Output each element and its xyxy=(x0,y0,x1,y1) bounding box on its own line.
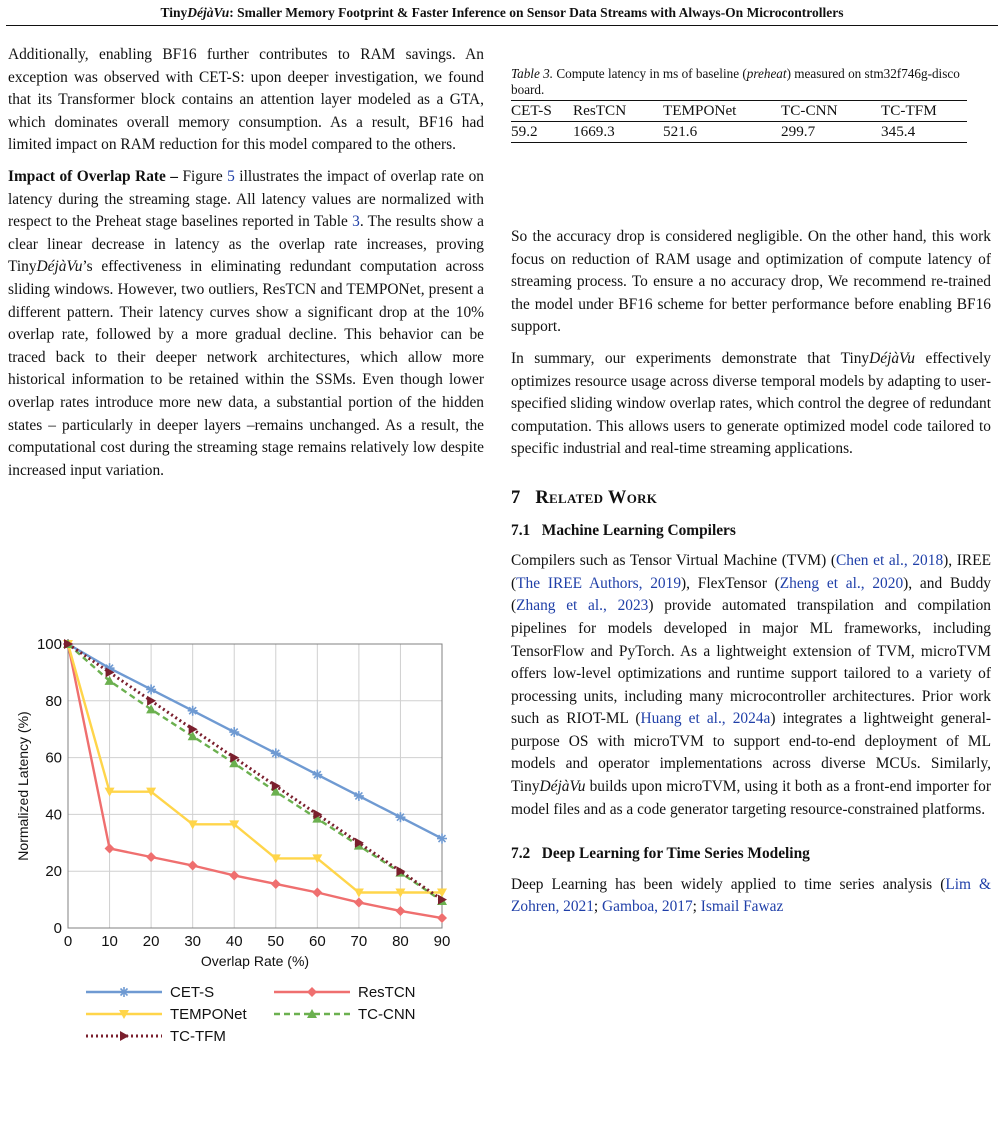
data-point-cet-s xyxy=(271,748,281,758)
y-axis-label: Normalized Latency (%) xyxy=(15,711,31,861)
x-tick-label: 40 xyxy=(225,933,243,950)
x-tick-label: 10 xyxy=(101,933,118,950)
data-point-cet-s xyxy=(229,727,239,737)
x-tick-label: 0 xyxy=(63,933,73,950)
table-cell: 1669.3 xyxy=(573,122,663,143)
header-rule xyxy=(6,25,998,26)
y-tick-label: 40 xyxy=(45,806,62,824)
table-link[interactable]: 3 xyxy=(352,213,360,231)
citation-link[interactable]: Ismail Fawaz xyxy=(700,898,784,916)
paragraph-compilers: Compilers such as Tensor Virtual Machine (TVM) (Chen et al., 2018), IREE (The IREE Authors, 2019), FlexTensor (Zheng et al., 2020), and Buddy (Zhang et al., 2023) provide automated transpilation and compilation pipelines for models developed in major ML frameworks, including TensorFlow and PyTorch. As a lightweight extension of TVM, microTVM offers low-level optimizations and runtime support tailored to a variety of processing units, including many microcontroller architectures. Prior work such as RIOT-ML (Huang et al., 2024a) integrates a lightweight general-purpose OS with microTVM to support end-to-end deployment of ML models and operator implementations across diverse MCUs. Similarly, TinyDéjàVu builds upon microTVM, using it both as a front-end importer for model files and as a code generator targeting resource-constrained platforms. xyxy=(511,552,991,818)
data-point-restcn xyxy=(354,897,364,907)
left-column xyxy=(8,44,484,491)
x-tick-label: 90 xyxy=(433,933,451,950)
legend-label: ResTCN xyxy=(358,984,416,1001)
latency-chart xyxy=(8,632,484,1088)
data-point-cet-s xyxy=(146,684,156,694)
table-3 xyxy=(511,66,991,143)
data-point-restcn xyxy=(229,870,239,880)
table-cell: 59.2 xyxy=(511,122,573,143)
legend-marker xyxy=(307,987,317,997)
table-header-cell: TC-CNN xyxy=(781,101,881,122)
x-tick-label: 20 xyxy=(142,933,160,950)
data-point-restcn xyxy=(271,879,281,889)
legend-marker xyxy=(119,987,129,997)
table-header-cell: ResTCN xyxy=(573,101,663,122)
y-tick-label: 100 xyxy=(36,636,62,653)
y-tick-label: 20 xyxy=(45,863,62,881)
data-point-restcn xyxy=(146,852,156,862)
table-cell: 345.4 xyxy=(881,122,967,143)
series-line-restcn xyxy=(68,644,442,918)
table-header-cell: CET-S xyxy=(511,101,573,122)
citation-link[interactable]: Lim & Zohren, 2021 xyxy=(511,875,991,916)
legend-label: TC-CNN xyxy=(358,1006,416,1023)
citation-link[interactable]: Huang et al., 2024a xyxy=(640,710,771,728)
data-point-restcn xyxy=(312,888,322,898)
table-cell: 521.6 xyxy=(663,122,781,143)
section-heading: 7 Related Work xyxy=(511,487,658,508)
data-point-restcn xyxy=(437,913,447,923)
x-tick-label: 80 xyxy=(392,933,409,950)
table-caption: Table 3. Compute latency in ms of baseline (preheat) measured on stm32f746g-disco board. xyxy=(511,66,960,97)
data-point-restcn xyxy=(395,906,405,916)
table-cell: 299.7 xyxy=(781,122,881,143)
y-tick-label: 0 xyxy=(53,920,62,937)
x-tick-label: 60 xyxy=(308,933,326,950)
series-line-cet-s xyxy=(68,644,442,839)
plot-frame xyxy=(68,644,442,928)
table-header-cell: TEMPONet xyxy=(663,101,781,122)
running-header xyxy=(0,0,1004,28)
series-line-temponet xyxy=(68,644,442,893)
y-tick-label: 80 xyxy=(45,692,62,710)
data-point-restcn xyxy=(188,861,198,871)
citation-link[interactable]: Zhang et al., 2023 xyxy=(516,597,649,615)
latency-table xyxy=(511,100,967,143)
figure-link[interactable]: 5 xyxy=(227,167,235,185)
data-point-cet-s xyxy=(395,812,405,822)
legend-label: TC-TFM xyxy=(170,1028,226,1045)
paragraph-bf16: Additionally, enabling BF16 further contributes to RAM savings. An exception was observed with CET-S: upon deeper investigation, we found that its Transformer block contains an attention layer modeled as a GTA, which dominates overall memory consumption. As a result, BF16 had limited impact on RAM reduction for this model compared to the others. xyxy=(8,46,484,154)
legend-label: TEMPONet xyxy=(170,1006,247,1023)
x-tick-label: 30 xyxy=(184,933,202,950)
data-point-restcn xyxy=(105,843,115,853)
subsection-heading: 7.1 Machine Learning Compilers xyxy=(511,521,736,539)
x-axis-label: Overlap Rate (%) xyxy=(200,953,310,969)
x-tick-label: 50 xyxy=(267,933,285,950)
table-header-row xyxy=(511,101,967,122)
header-title: TinyDéjàVu: Smaller Memory Footprint & Faster Inference on Sensor Data Streams with Always-On Microcontrollers xyxy=(160,5,844,20)
latency-chart-svg xyxy=(8,632,484,1088)
table-row xyxy=(511,122,967,143)
legend-marker xyxy=(120,1031,129,1041)
paragraph-lead: Impact of Overlap Rate – xyxy=(8,167,179,185)
citation-link[interactable]: The IREE Authors, 2019 xyxy=(516,574,682,592)
table-header-cell: TC-TFM xyxy=(881,101,967,122)
data-point-cet-s xyxy=(354,791,364,801)
citation-link[interactable]: Chen et al., 2018 xyxy=(835,552,944,570)
data-point-cet-s xyxy=(188,706,198,716)
legend-label: CET-S xyxy=(170,984,215,1001)
y-tick-label: 60 xyxy=(45,749,62,767)
citation-link[interactable]: Gamboa, 2017 xyxy=(602,898,693,916)
data-point-cet-s xyxy=(437,834,447,844)
right-column xyxy=(511,226,991,928)
paragraph-overlap-rate: Impact of Overlap Rate – Figure 5 illustrates the impact of overlap rate on latency during the streaming stage. All latency values are normalized with respect to the Preheat stage baselines reported in Table 3. The results show a clear linear decrease in latency as the overlap rate increases, proving TinyDéjàVu’s effectiveness in eliminating redundant computation across sliding windows. However, two outliers, ResTCN and TEMPONet, present a different pattern. Their latency curves show a significant drop at the 10% overlap rate, followed by a more gradual decline. This behavior can be traced back to their deeper network architectures, which allow more historical information to be retained within the SSMs. Even though lower overlap rates introduce more new data, a substantial portion of the hidden states – particularly in deeper layers –remains unchanged. As a result, the computational cost during the streaming stage remains relatively low despite increased input variation. xyxy=(8,167,484,479)
series-line-tc-tfm xyxy=(68,644,442,900)
x-tick-label: 70 xyxy=(350,933,368,950)
citation-link[interactable]: Zheng et al., 2020 xyxy=(779,574,904,592)
paragraph-accuracy: So the accuracy drop is considered negligible. On the other hand, this work focus on reduction of RAM usage and optimization of compute latency of streaming process. To ensure a no accuracy drop, We recommend re-trained the model under BF16 scheme for better performance before enabling BF16 support. xyxy=(511,228,991,336)
data-point-cet-s xyxy=(312,770,322,780)
paragraph-summary: In summary, our experiments demonstrate that TinyDéjàVu effectively optimizes resource usage across diverse temporal models by adapting to user-specified sliding window overlap rates, which control the degree of redundant computation. This allows users to generate optimized model code tailored to specific industrial and real-time streaming applications. xyxy=(511,349,991,458)
paragraph-timeseries: Deep Learning has been widely applied to time series analysis (Lim & Zohren, 2021; Gamboa, 2017; Ismail Fawaz xyxy=(511,875,991,916)
subsection-heading: 7.2 Deep Learning for Time Series Modeling xyxy=(511,845,810,863)
